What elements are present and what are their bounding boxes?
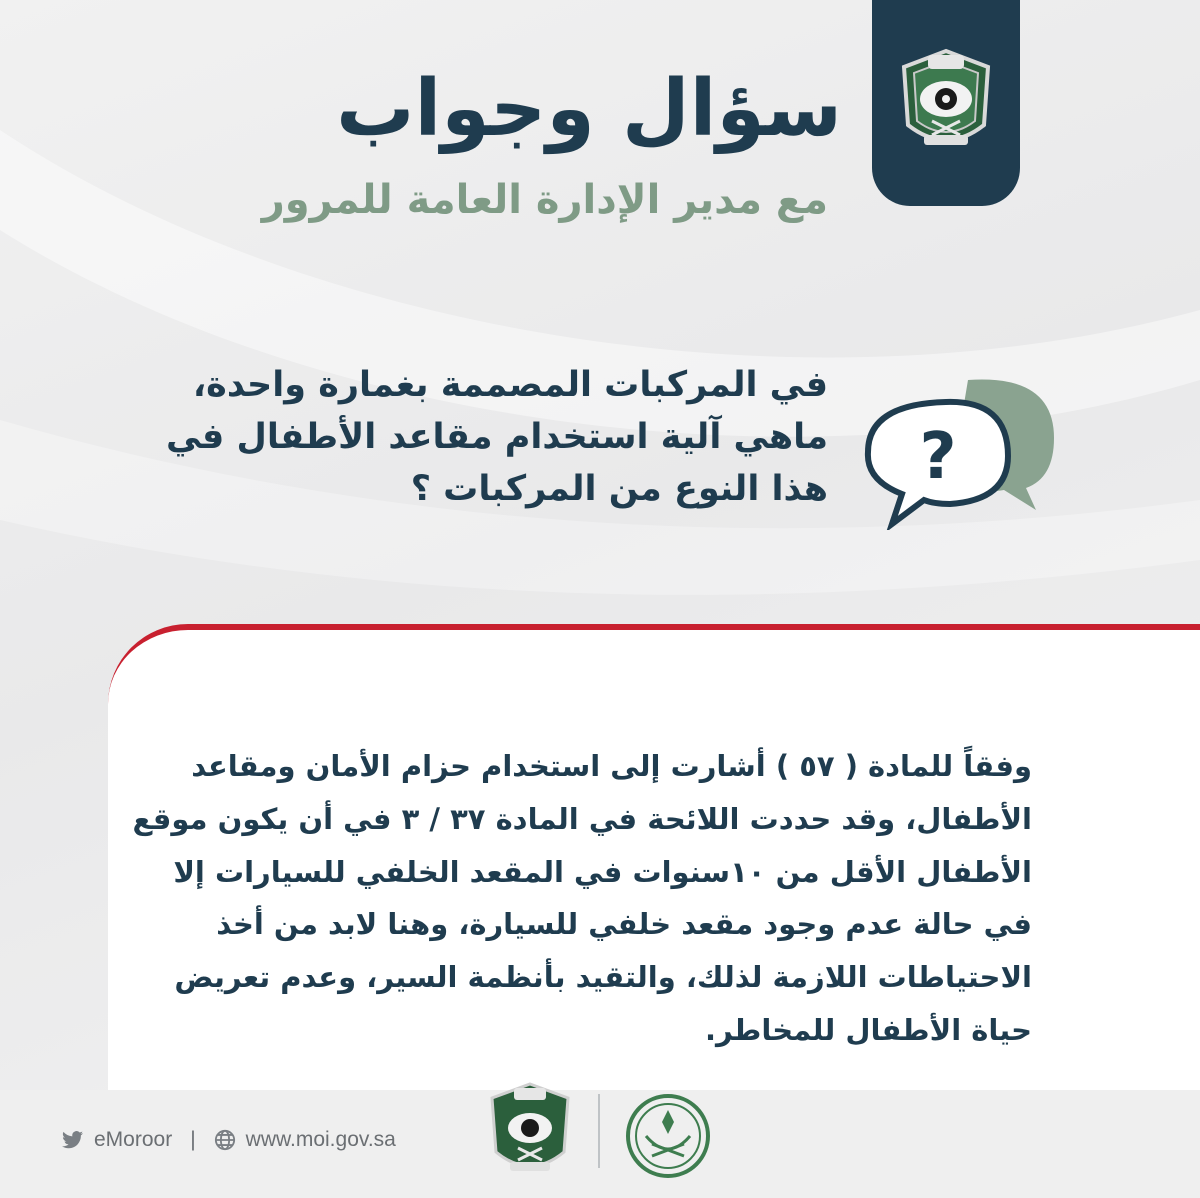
website-link[interactable]: www.moi.gov.sa: [245, 1128, 396, 1151]
answer-text: وفقاً للمادة ( ٥٧ ) أشارت إلى استخدام حزام الأمان ومقاعد الأطفال، وقد حددت اللائحة في المادة ٣٧ / ٣ في أن يكون موقع الأطفال الأقل من ١٠سنوات في المقعد الخلفي للسيارات إلا في حالة عدم وجود مقعد خلفي للسيارة، وهنا لابد من أخذ الاحتياطات اللازمة لذلك، والتقيد بأنظمة السير، وعدم تعريض حياة الأطفال للمخاطر.: [132, 749, 1032, 1047]
question-mark-glyph: ?: [919, 420, 957, 494]
ministry-of-interior-logo: [624, 1092, 712, 1180]
globe-icon: [214, 1129, 236, 1151]
footer-separator: |: [190, 1128, 196, 1151]
traffic-police-emblem-icon: [898, 47, 994, 159]
question-text: في المركبات المصممة بغمارة واحدة، ماهي آلية استخدام مقاعد الأطفال في هذا النوع من المركبات ؟: [165, 365, 828, 509]
page-title: سؤال وجواب: [336, 64, 842, 154]
question-bubbles-icon: [858, 360, 1058, 530]
traffic-police-logo: [488, 1082, 572, 1184]
twitter-handle-link[interactable]: eMoroor: [94, 1128, 173, 1151]
page-subtitle: مع مدير الإدارة العامة للمرور: [261, 177, 828, 223]
twitter-icon: [62, 1130, 84, 1150]
footer-logo-divider: [598, 1094, 600, 1168]
emblem-tab: [872, 0, 1020, 206]
footer-links: [62, 1128, 396, 1152]
